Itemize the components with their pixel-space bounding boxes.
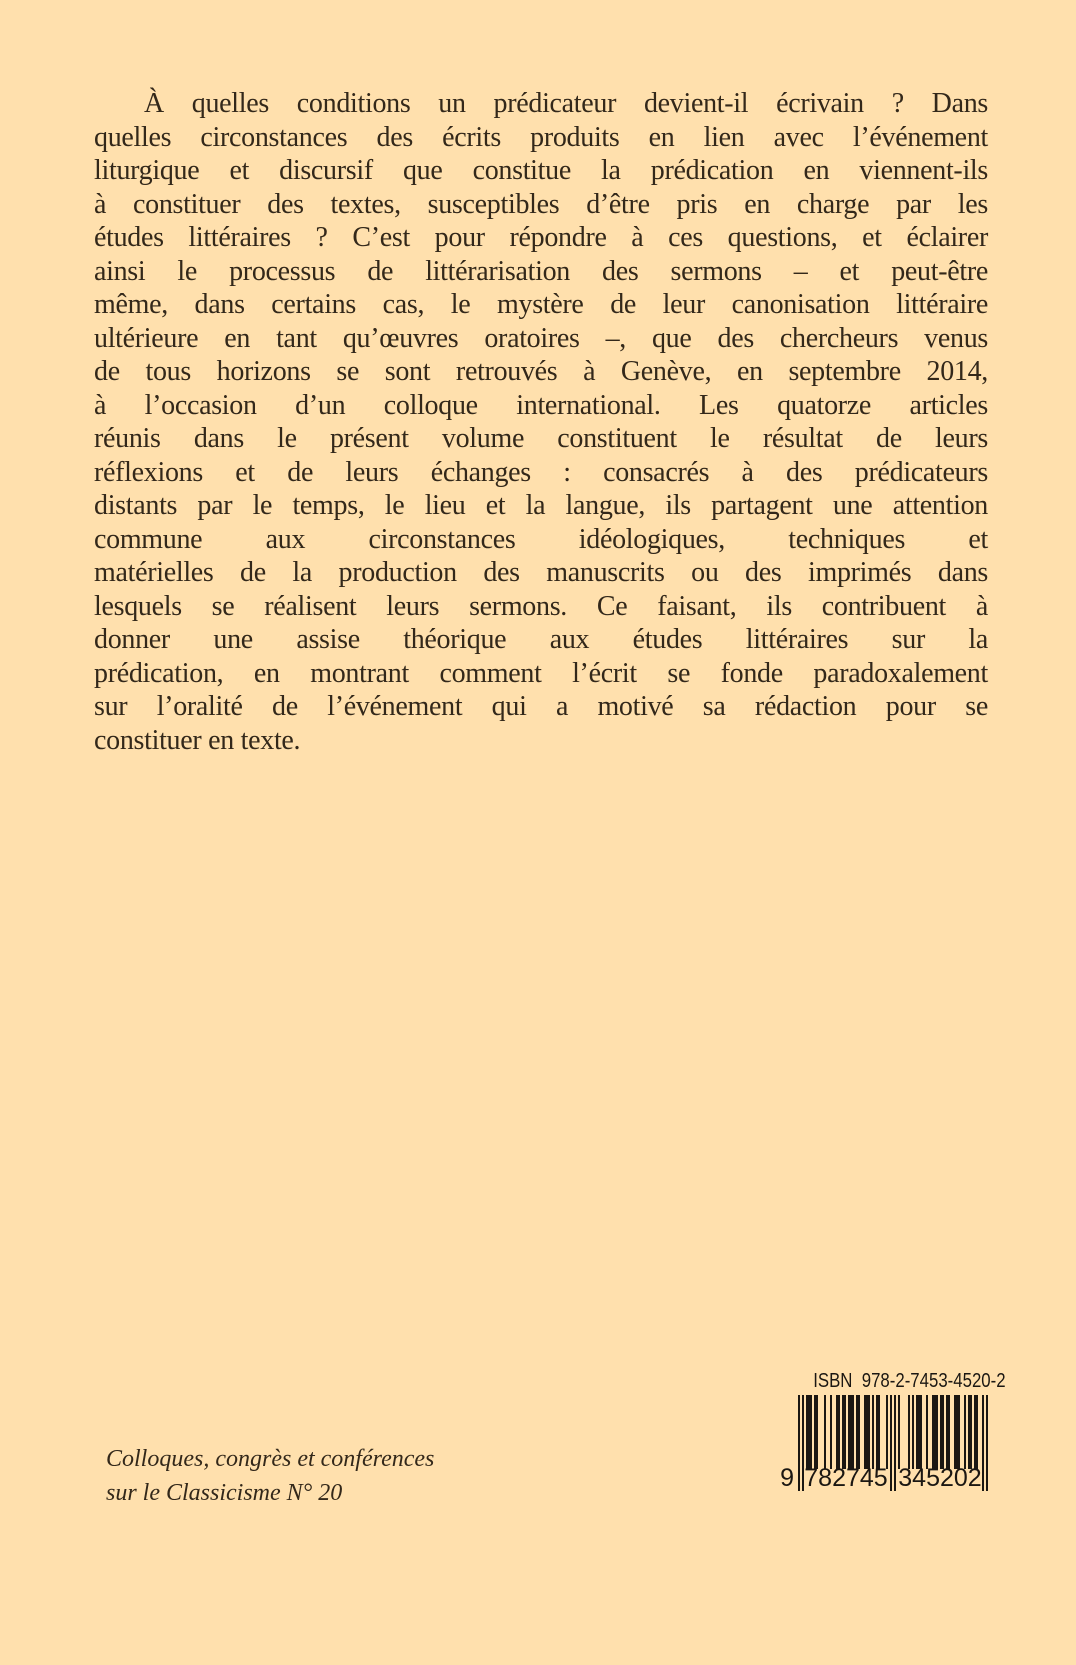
- blurb-line: réflexions et de leurs échanges : consacrés à des prédicateurs: [94, 456, 988, 488]
- ean-digits-right-group: 345202: [898, 1464, 982, 1492]
- blurb-line: à constituer des textes, susceptibles d’être pris en charge par les: [94, 188, 988, 220]
- series-line-1: Colloques, congrès et conférences: [106, 1446, 435, 1472]
- blurb-line: études littéraires ? C’est pour répondre à ces questions, et éclairer: [94, 222, 988, 253]
- blurb-line: de tous horizons se sont retrouvés à Genève, en septembre 2014,: [94, 356, 988, 387]
- blurb-line: matérielles de la production des manuscrits ou des imprimés dans: [94, 557, 988, 588]
- blurb-line: à l’occasion d’un colloque international. Les quatorze articles: [94, 389, 988, 421]
- blurb-line: ultérieure en tant qu’œuvres oratoires –, que des chercheurs venus: [94, 322, 988, 354]
- blurb-line: sur l’oralité de l’événement qui a motivé sa rédaction pour se: [94, 691, 988, 722]
- series-label: [106, 1442, 434, 1510]
- blurb-paragraph: [94, 87, 988, 757]
- blurb-line: donner une assise théorique aux études littéraires sur la: [94, 624, 988, 655]
- isbn-label: ISBN 978-2-7453-4520-2: [813, 1370, 1006, 1392]
- blurb-line: lesquels se réalisent leurs sermons. Ce faisant, ils contribuent à: [94, 590, 988, 622]
- blurb-line: réunis dans le présent volume constituent le résultat de leurs: [94, 423, 988, 454]
- blurb-line: À quelles conditions un prédicateur devient-il écrivain ? Dans: [144, 88, 988, 119]
- ean-digit-first: 9: [780, 1464, 794, 1492]
- blurb-line: distants par le temps, le lieu et la langue, ils partagent une attention: [94, 490, 988, 521]
- blurb-line: liturgique et discursif que constitue la prédication en viennent-ils: [94, 155, 988, 186]
- blurb-line: même, dans certains cas, le mystère de leur canonisation littéraire: [94, 289, 988, 320]
- blurb-line: quelles circonstances des écrits produits en lien avec l’événement: [94, 121, 988, 153]
- ean-digits-left-group: 782745: [804, 1464, 888, 1492]
- blurb-line: commune aux circonstances idéologiques, techniques et: [94, 523, 988, 555]
- blurb-line: ainsi le processus de littérarisation des sermons – et peut-être: [94, 255, 988, 287]
- blurb-line: prédication, en montrant comment l’écrit se fonde paradoxalement: [94, 657, 988, 689]
- series-line-2: sur le Classicisme N° 20: [106, 1480, 343, 1506]
- blurb-line: constituer en texte.: [94, 724, 301, 756]
